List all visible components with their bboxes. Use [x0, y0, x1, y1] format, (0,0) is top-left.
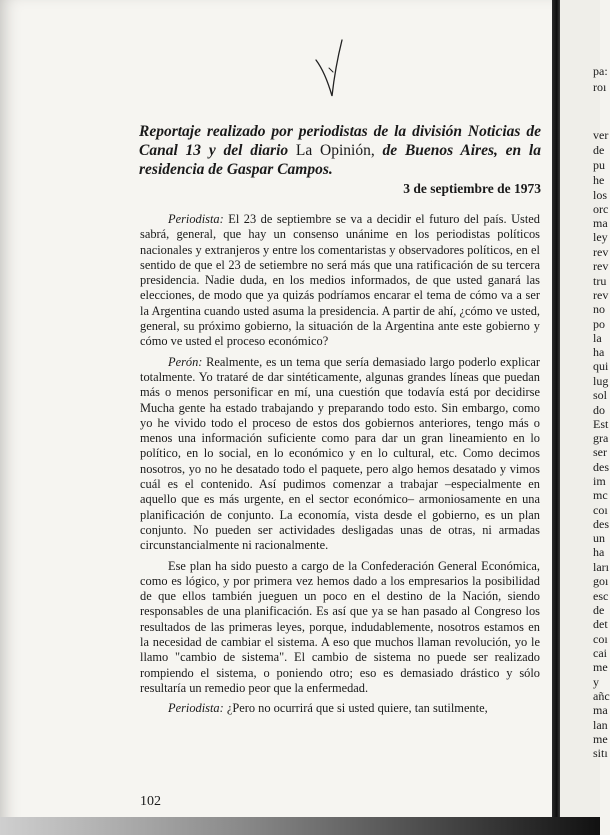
facing-page-fragment: me	[593, 660, 608, 674]
facing-page-fragment: ma	[593, 703, 608, 717]
facing-page-fragment: lug	[593, 374, 609, 388]
heading-newspaper-name: La Opinión,	[288, 142, 375, 159]
paragraph-3	[140, 559, 540, 697]
facing-page-fragment: rev	[593, 245, 609, 259]
heading-part-2: de Buenos Aires, en la residencia de Gaspar Campos.	[139, 142, 541, 178]
facing-page-fragment: gra	[593, 431, 609, 445]
facing-page-fragment: coı	[593, 632, 608, 646]
facing-page-fragment: ma	[593, 216, 608, 230]
facing-page-fragment: det	[593, 617, 608, 631]
paragraph-4	[140, 701, 540, 716]
facing-page-fragment: de	[593, 143, 605, 157]
facing-page-fragment: qui	[593, 359, 609, 373]
speaker-label: Perón:	[168, 354, 203, 369]
facing-page-fragment: do	[593, 403, 605, 417]
paragraph-text: Ese plan ha sido puesto a cargo de la Confederación General Económica, como es lógico, y por primera vez hemos dado a los empresarios la posibilidad de que ellos también jueguen un poco en el destino de la Nación, siendo responsables de una planificación. Es así que ya se han pasado al Congreso los resultados de las primeras leyes, porque, indudablemente, nosotros estamos en la necesidad de cambiar el sistema. A eso que muchos llaman revolución, yo le llamo "cambio de sistema". El cambio de sistema no puede ser realizado rompiendo el sistema, o poniendo otro; eso es demasiado drástico y sólo resultaría un remedio peor que la enfermedad.	[140, 558, 540, 695]
facing-page-fragment: Est	[593, 417, 609, 431]
page-number: 102	[140, 794, 161, 809]
speaker-label: Periodista:	[168, 701, 224, 716]
facing-page-fragment: esc	[593, 589, 609, 603]
facing-page-fragment: y	[593, 675, 599, 689]
facing-page-fragment: he	[593, 173, 605, 187]
facing-page-fragment: me	[593, 732, 608, 746]
paragraph-2	[140, 355, 540, 554]
interview-body	[140, 212, 540, 722]
facing-page-fragment: tru	[593, 274, 607, 288]
facing-page-fragment: mc	[593, 488, 608, 502]
facing-page-fragment: sol	[593, 388, 608, 402]
facing-page-fragment: de	[593, 603, 605, 617]
facing-page-fragment: rev	[593, 259, 609, 273]
facing-page-fragment: im	[593, 474, 606, 488]
scan-bottom-edge	[0, 817, 600, 835]
facing-page-fragment: la	[593, 331, 602, 345]
facing-page-fragment: añc	[593, 689, 610, 703]
facing-page-fragment: rev	[593, 288, 609, 302]
facing-page-fragment: goı	[593, 574, 609, 588]
speaker-label: Periodista:	[168, 212, 224, 226]
heading-part-1: Reportaje realizado por periodistas de la división Noticias de Canal 13 y del diario	[139, 123, 541, 159]
facing-page-fragment: ser	[593, 445, 607, 459]
facing-page-fragment: lan	[593, 718, 608, 732]
facing-page-fragment: sitı	[593, 746, 608, 760]
facing-page-fragment: roı	[593, 80, 607, 94]
facing-page-fragment: des	[593, 517, 609, 531]
facing-page-fragment: ları	[593, 560, 609, 574]
facing-page-fragment: cai	[593, 646, 607, 660]
handwritten-check-mark	[312, 38, 352, 100]
facing-page-fragment: ha	[593, 345, 605, 359]
facing-page-fragment: po	[593, 317, 605, 331]
paragraph-1	[140, 212, 540, 350]
book-spine-shadow	[552, 0, 560, 835]
interview-heading	[139, 122, 541, 179]
interview-date: 3 de septiembre de 1973	[403, 181, 541, 196]
facing-page-fragment: pa:	[593, 64, 608, 78]
facing-page-fragment: coı	[593, 503, 608, 517]
facing-page-fragment: ha	[593, 545, 605, 559]
facing-page-fragment: ver	[593, 128, 609, 142]
facing-page-fragment: orc	[593, 202, 609, 216]
facing-page-fragment: no	[593, 302, 605, 316]
facing-page-fragment: pu	[593, 158, 605, 172]
facing-page-fragment: des	[593, 460, 609, 474]
facing-page-fragment: ley	[593, 230, 608, 244]
paragraph-text: ¿Pero no ocurrirá que si usted quiere, tan sutilmente,	[223, 701, 488, 716]
facing-page-edge	[560, 0, 610, 835]
facing-page-fragment: los	[593, 188, 608, 202]
facing-page-fragment: un	[593, 531, 605, 545]
paragraph-text: El 23 de septiembre se va a decidir el futuro del país. Usted sabrá, general, que hay un consenso unánime en los periodistas políticos nacionales y extranjeros y entre los comentaristas y observadores políticos, en el sentido de que el 23 de setiembre no será más que una ratificación de su tercera presidencia. Nadie duda, en los medios informados, de que usted ganará las elecciones, de modo que ya quizás podríamos encarar el tema de cómo va a ser la Argentina cuando usted asuma la presidencia. A partir de ahí, ¿cómo ve usted, general, su próximo gobierno, la situación de la Argentina ante este gobierno y cómo ve usted el proceso económico?	[140, 212, 540, 349]
paragraph-text: Realmente, es un tema que sería demasiado largo poderlo explicar totalmente. Yo trataré de dar sintéticamente, algunas grandes líneas que puedan más o menos personificar en mí, una cuestión que todavía está por decidirse Mucha gente ha estado trabajando y preparando todo esto. Sin embargo, como yo he vivido todo el proceso de estos dos gobiernos anteriores, tengo más o menos una información suficiente como para dar un gran lineamiento en lo político, en lo social, en lo económico y en lo cultural, etc. Como decimos nosotros, yo no he desatado todo el paquete, pero algo hemos desatado y vimos cuál es el contenido. Así pudimos comenzar a trabajar –especialmente en aquello que es más urgente, en el sector económico– armoniosamente en una planificación de conjunto. La economía, vista desde el gobierno, es un plan conjunto. No pueden ser actividades desligadas unas de otras, ni armadas circunstancialmente ni racionalmente.	[140, 354, 540, 553]
